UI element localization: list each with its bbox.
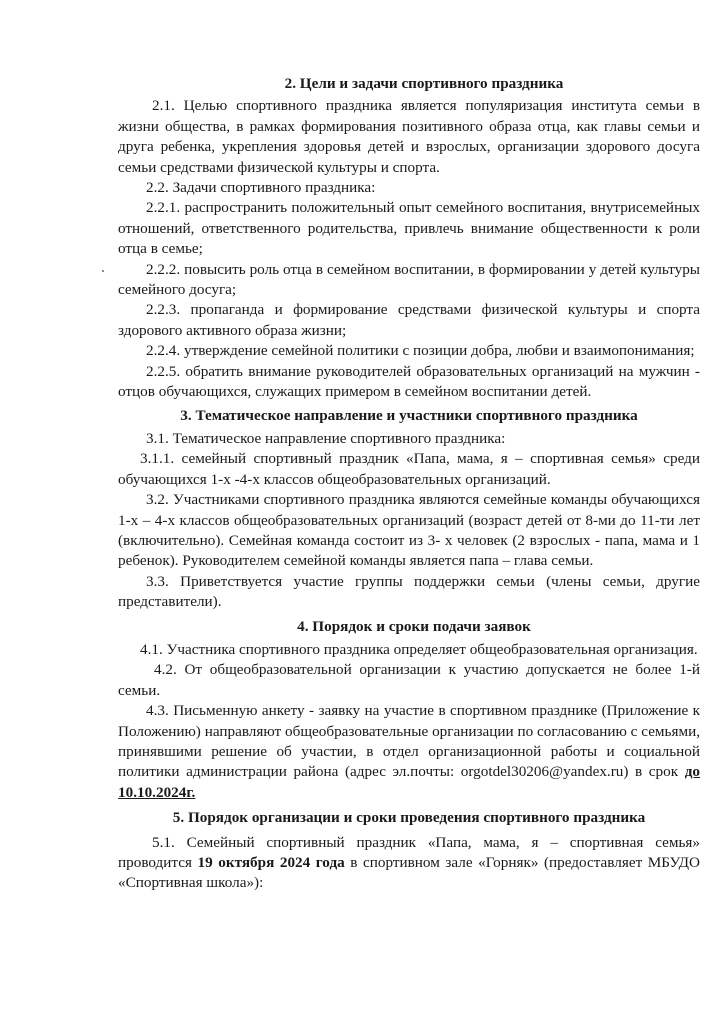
document-page <box>118 74 700 894</box>
paragraph-3-1-1: 3.1.1. семейный спортивный праздник «Папа, мама, я – спортивная семья» среди обучающихся 1-х -4-х классов общеобразовательных организаций. <box>118 450 700 488</box>
paragraph-2-2-5: 2.2.5. обратить внимание руководителей образовательных организаций на мужчин - отцов обучающихся, служащих примером в семейном воспитании детей. <box>118 362 700 401</box>
section-5-heading: 5. Порядок организации и сроки проведения спортивного праздника <box>172 809 646 827</box>
paragraph-2-1: 2.1. Целью спортивного праздника является популяризация института семьи в жизни общества, в рамках формирования позитивного образа отца, как главы семьи и друга ребенка, укрепления здоровья детей и взрослых, организации здорового досуга семьи средствами физической культуры и спорта. <box>118 97 700 176</box>
paragraph-2-2: 2.2. Задачи спортивного праздника: <box>146 179 376 197</box>
scan-speck <box>102 270 104 272</box>
section-3-heading: 3. Тематическое направление и участники спортивного праздника <box>180 406 638 424</box>
paragraph-2-2-4: 2.2.4. утверждение семейной политики с позиции добра, любви и взаимопонимания; <box>146 342 695 360</box>
paragraph-5-1 <box>118 833 700 894</box>
paragraph-4-3 <box>118 701 700 803</box>
paragraph-2-2-3: 2.2.3. пропаганда и формирование средствами физической культуры и спорта здорового активного образа жизни; <box>118 301 700 339</box>
paragraph-5-1-text-a: 5.1. Семейный спортивный праздник «Папа, мама, я – спортивная семья» проводится <box>118 833 700 872</box>
paragraph-3-3: 3.3. Приветствуется участие группы поддержки семьи (члены семьи, другие представители). <box>118 572 700 611</box>
event-date: 19 октября 2024 года <box>197 854 345 872</box>
paragraph-3-2: 3.2. Участниками спортивного праздника являются семейные команды обучающихся 1-х – 4-х классов общеобразовательных организаций (возраст детей от 8-ми до 11-ти лет (включительно). Семейная команда состоит из 3- х человек (2 взрослых - папа, мама и 1 ребенок). Руководителем семейной команды является папа – глава семьи. <box>118 491 700 570</box>
paragraph-4-2: 4.2. От общеобразовательной организации к участию допускается не более 1-й семьи. <box>118 661 700 699</box>
paragraph-4-3-text: 4.3. Письменную анкету - заявку на участие в спортивном празднике (Приложение к Положению) направляют общеобразовательные организации по согласованию с семьями, принявшими решение об участии, в отдел организационной работы и социальной политики администрации района (адрес эл.почты: orgotdel30206@yandex.ru) в срок <box>118 702 700 781</box>
paragraph-5-1-text-b: в спортивном зале «Горняк» (предоставляет МБУДО «Спортивная школа»): <box>118 854 700 892</box>
paragraph-3-1: 3.1. Тематическое направление спортивного праздника: <box>146 429 506 447</box>
section-4-heading: 4. Порядок и сроки подачи заявок <box>297 617 531 635</box>
application-deadline: до 10.10.2024г. <box>118 763 700 801</box>
paragraph-4-1: 4.1. Участника спортивного праздника определяет общеобразовательная организация. <box>140 640 698 658</box>
paragraph-2-2-2: 2.2.2. повысить роль отца в семейном воспитании, в формировании у детей культуры семейного досуга; <box>118 260 700 299</box>
section-2-heading: 2. Цели и задачи спортивного праздника <box>284 75 564 92</box>
paragraph-2-2-1: 2.2.1. распространить положительный опыт семейного воспитания, внутрисемейных отношений, ответственного родительства, привлечь внимание общественности к роли отца в семье; <box>118 199 700 258</box>
